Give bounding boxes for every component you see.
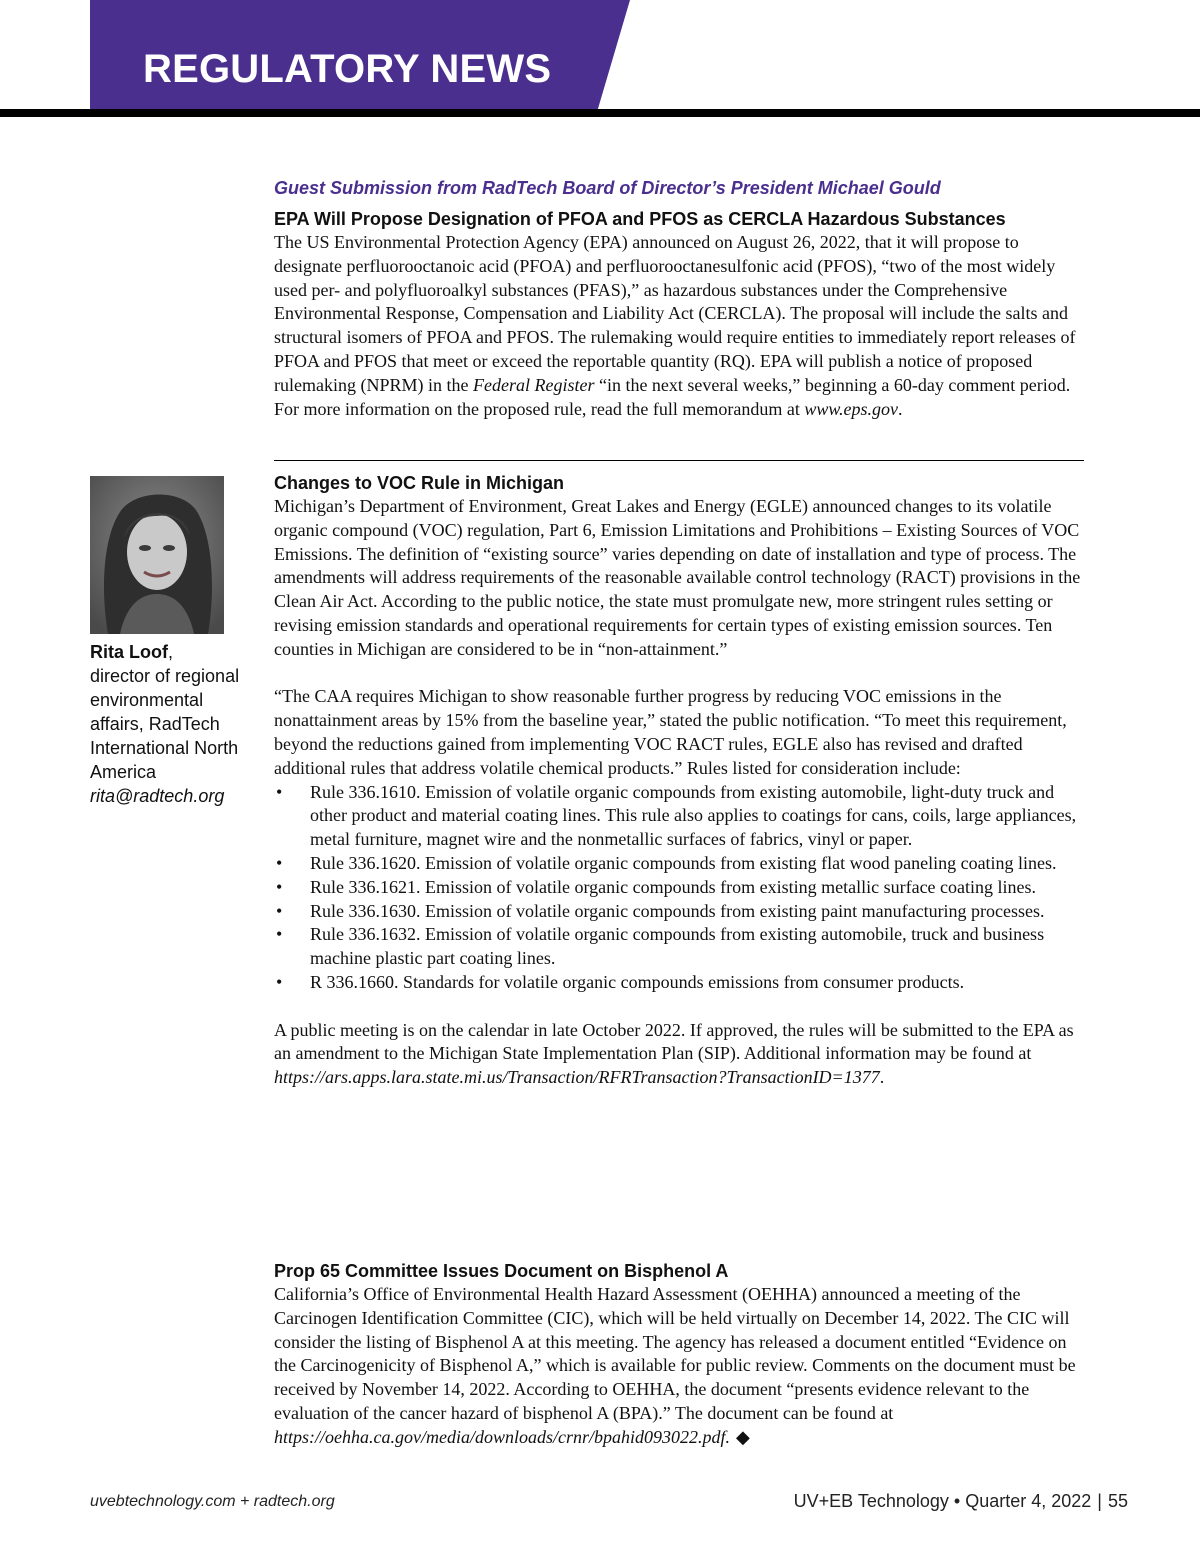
article-prop65-bpa [274,1259,1086,1450]
author-email[interactable]: rita@radtech.org [90,786,225,806]
list-item: • R 336.1660. Standards for volatile organic compounds emissions from consumer products. [276,971,965,992]
end-mark-icon: ◆ [735,1426,750,1447]
footer-publication: UV+EB Technology • Quarter 4, 2022 | 55 [793,1491,1128,1511]
article-heading: Changes to VOC Rule in Michigan [274,473,565,493]
footer-websites: uvebtechnology.com + radtech.org [90,1493,335,1510]
page-number: 55 [1107,1491,1128,1511]
list-item: • Rule 336.1632. Emission of volatile organic compounds from existing automobile, truck and business machine plastic part coating lines. [276,924,1045,969]
link-eps-gov[interactable]: www.eps.gov [804,398,899,419]
guest-submission-line: Guest Submission from RadTech Board of Director’s President Michael Gould [274,178,941,198]
rules-list [274,781,1086,995]
author-title: director of regional environmental affairs, RadTech International North America [90,666,240,782]
list-item: • Rule 336.1610. Emission of volatile organic compounds from existing automobile, light-duty truck and other product and material coating lines. This rule also applies to coatings for cans, coils, large appliances, metal furniture, magnet wire and the nonmetallic surfaces of fabrics, vinyl or paper. [276,781,1077,850]
author-photo [90,476,224,634]
article-paragraph: “The CAA requires Michigan to show reasonable further progress by reducing VOC emissions in the nonattainment areas by 15% from the baseline year,” stated the public notification. “To meet this requirement, beyond the reductions gained from implementing VOC RACT rules, EGLE also has revised and drafted additional rules that address volatile chemical products.” Rules listed for consideration include: [274,686,1067,778]
publication-name: Federal Register [472,374,595,395]
author-name: Rita Loof [90,642,168,662]
article-paragraph: California’s Office of Environmental Health Hazard Assessment (OEHHA) announced a meeting of the Carcinogen Identification Committee (CIC), which will be held virtually on December 14, 2022. The CIC will consider the listing of Bisphenol A at this meeting. The agency has released a document entitled “Evidence on the Carcinogenicity of Bisphenol A,” which is available for public review. Comments on the document must be received by November 14, 2022. According to OEHHA, the document “presents evidence relevant to the evaluation of the cancer hazard of bisphenol A (BPA).” The document can be found at https://oehha.ca.gov/media/downloads/crnr/bpahid093022.pdf. ◆ [274,1284,1076,1447]
author-bio: Rita Loof, director of regional environmental affairs, RadTech International North America rita@radtech.org [90,642,240,806]
list-item: • Rule 336.1630. Emission of volatile organic compounds from existing paint manufacturing processes. [276,900,1045,921]
link-oehha-document[interactable]: https://oehha.ca.gov/media/downloads/crnr/bpahid093022.pdf. [274,1426,730,1447]
article-paragraph: A public meeting is on the calendar in late October 2022. If approved, the rules will be submitted to the EPA as an amendment to the Michigan State Implementation Plan (SIP). Additional information may be found at https://ars.apps.lara.state.mi.us/Transaction/RFRTransaction?TransactionID=1377. [274,1019,1074,1088]
list-item: • Rule 336.1621. Emission of volatile organic compounds from existing metallic surface coating lines. [276,876,1037,897]
article-heading: Prop 65 Committee Issues Document on Bisphenol A [274,1261,729,1281]
article-epa-pfoa [274,207,1086,421]
article-divider [274,460,1084,461]
section-title: REGULATORY NEWS [143,47,552,91]
list-item: • Rule 336.1620. Emission of volatile organic compounds from existing flat wood paneling coating lines. [276,852,1057,873]
article-paragraph: Michigan’s Department of Environment, Great Lakes and Energy (EGLE) announced changes to its volatile organic compound (VOC) regulation, Part 6, Emission Limitations and Prohibitions – Existing Sources of VOC Emissions. The definition of “existing source” varies depending on date of installation and type of process. The amendments will address requirements of the reasonable available control technology (RACT) provisions in the Clean Air Act. According to the public notice, the state must promulgate new, more stringent rules setting or revising emission standards and operational requirements for certain types of existing emission sources. Ten counties in Michigan are considered to be in “non-attainment.” [274,496,1081,659]
portrait-image [90,476,224,634]
article-voc-michigan [274,471,1086,1090]
link-michigan-transaction[interactable]: https://ars.apps.lara.state.mi.us/Transaction/RFRTransaction?TransactionID=1377 [274,1067,880,1088]
publication-info: UV+EB Technology • Quarter 4, 2022 [793,1491,1092,1511]
article-heading: EPA Will Propose Designation of PFOA and PFOS as CERCLA Hazardous Substances [274,209,1006,229]
header-rule [0,109,1200,117]
article-body: The US Environmental Protection Agency (EPA) announced on August 26, 2022, that it will propose to designate perfluorooctanoic acid (PFOA) and perfluorooctanesulfonic acid (PFOS), “two of the most widely used per- and polyfluoroalkyl substances (PFAS),” as hazardous substances under the Comprehensive Environmental Response, Compensation and Liability Act (CERCLA). The proposal will include the salts and structural isomers of PFOA and PFOS. The rulemaking would require entities to immediately report releases of PFOA and PFOS that meet or exceed the reportable quantity (RQ). EPA will publish a notice of proposed rulemaking (NPRM) in the Federal Register “in the next several weeks,” beginning a 60-day comment period. For more information on the proposed rule, read the full memorandum at www.eps.gov. [274,232,1076,419]
